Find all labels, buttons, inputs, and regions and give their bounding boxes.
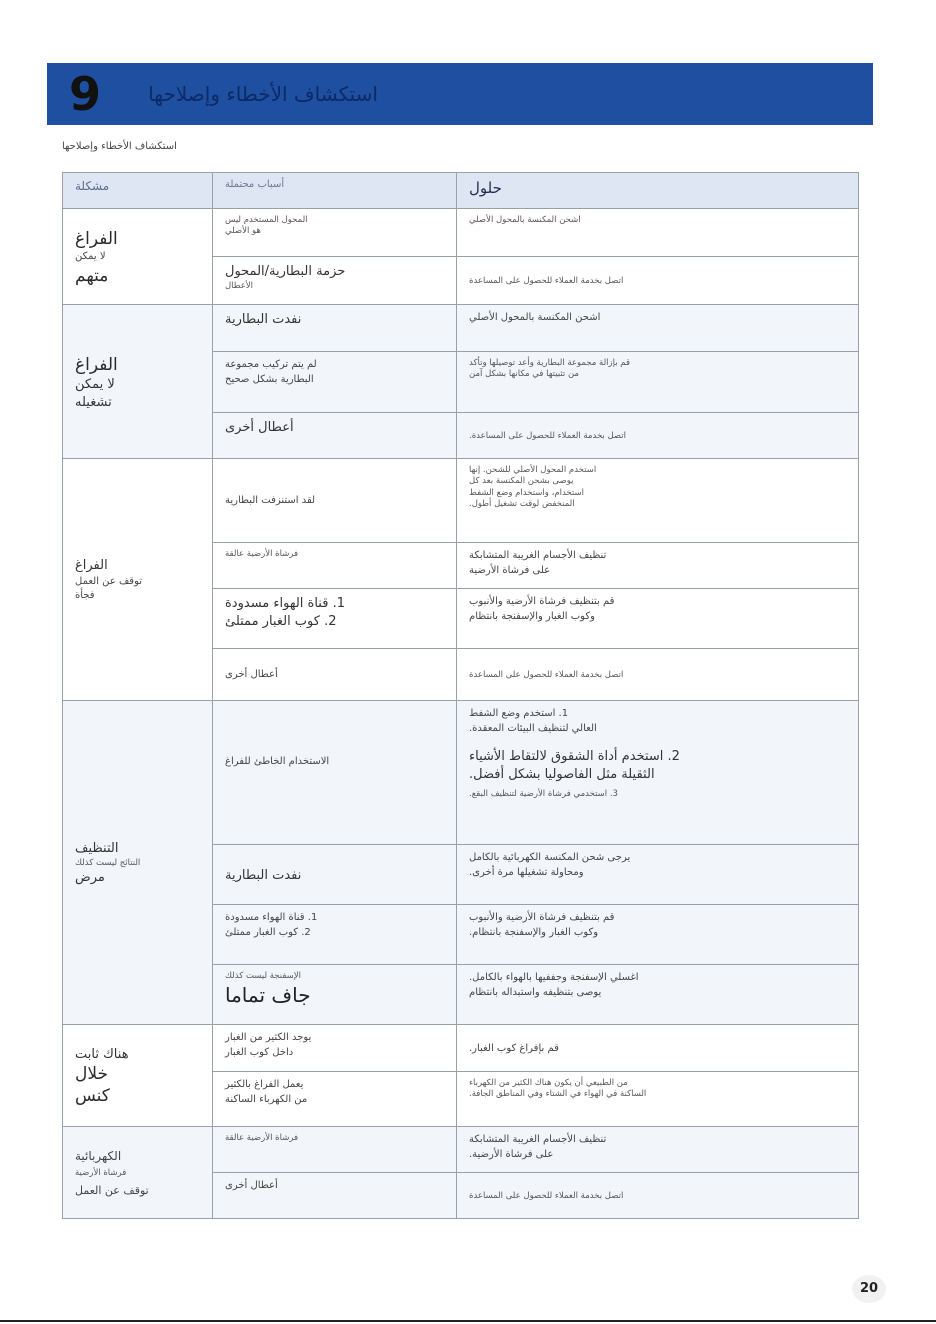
problem-line: توقف عن العمل bbox=[75, 1183, 149, 1197]
solution-cell bbox=[457, 413, 859, 459]
solution-line: من الطبيعي أن يكون هناك الكثير من الكهرباء bbox=[469, 1078, 628, 1088]
solution-line: وكوب الغبار والإسفنجة بانتظام bbox=[469, 610, 595, 622]
cause-cell bbox=[213, 352, 457, 413]
cause-line: فرشاة الأرضية عالقة bbox=[225, 549, 299, 559]
solution-line: قم بتنظيف فرشاة الأرضية والأنبوب bbox=[469, 596, 615, 607]
solution-line: على فرشاة الأرضية. bbox=[469, 1148, 554, 1160]
solution-line: استخدم المحول الأصلي للشحن. إنها bbox=[469, 465, 597, 475]
solution-line: تنظيف الأجسام الغريبة المتشابكة bbox=[469, 550, 607, 561]
table-row bbox=[63, 209, 859, 257]
cause-line: الاستخدام الخاطئ للفراغ bbox=[225, 756, 330, 767]
solution-cell bbox=[457, 305, 859, 352]
table-row bbox=[63, 1025, 859, 1072]
solution-line: اغسلي الإسفنجة وجففيها بالهواء بالكامل. bbox=[469, 972, 639, 983]
header-problem: مشكلة bbox=[63, 173, 213, 209]
solution-cell bbox=[457, 701, 859, 845]
solution-line: اتصل بخدمة العملاء للحصول على المساعدة bbox=[469, 669, 624, 680]
problem-line: تشغيله bbox=[75, 394, 112, 410]
chapter-title: استكشاف الأخطاء وإصلاحها bbox=[148, 82, 378, 106]
solution-cell bbox=[457, 543, 859, 589]
solution-line: العالي لتنظيف البيئات المعقدة. bbox=[469, 722, 597, 734]
problem-line: الكهربائية bbox=[75, 1149, 122, 1164]
cause-line: 2. كوب الغبار ممتلئ bbox=[225, 926, 311, 938]
problem-line: لا يمكن bbox=[75, 251, 106, 263]
cause-line: فرشاة الأرضية عالقة bbox=[225, 1133, 299, 1143]
problem-line: هناك ثابت bbox=[75, 1046, 129, 1062]
solution-line: يرجى شحن المكنسة الكهربائية بالكامل bbox=[469, 852, 631, 863]
solution-line: قم بإزالة مجموعة البطارية وأعد توصيلها وتأكد bbox=[469, 358, 631, 368]
page-number: 20 bbox=[852, 1275, 886, 1303]
problem-cell bbox=[63, 1025, 213, 1127]
problem-line: توقف عن العمل bbox=[75, 575, 143, 587]
table-row bbox=[63, 305, 859, 352]
cause-cell bbox=[213, 1127, 457, 1173]
solution-line: على فرشاة الأرضية bbox=[469, 564, 551, 576]
solution-line: وكوب الغبار والإسفنجة بانتظام. bbox=[469, 926, 599, 938]
cause-line: حزمة البطارية/المحول bbox=[225, 264, 346, 279]
problem-line: الفراغ bbox=[75, 229, 118, 250]
cause-line: جاف تماما bbox=[225, 983, 311, 1008]
cause-line: يعمل الفراغ بالكثير bbox=[225, 1079, 304, 1090]
cause-line: داخل كوب الغبار bbox=[225, 1046, 294, 1058]
problem-line: متهم bbox=[75, 265, 109, 286]
solution-cell bbox=[457, 209, 859, 257]
cause-cell bbox=[213, 701, 457, 845]
table-row bbox=[63, 1127, 859, 1173]
solution-line: 2. استخدم أداة الشقوق لالتقاط الأشياء bbox=[469, 749, 680, 764]
cause-line: 1. قناة الهواء مسدودة bbox=[225, 912, 318, 923]
solution-cell bbox=[457, 1127, 859, 1173]
chapter-number: 9 bbox=[68, 67, 101, 121]
solution-cell bbox=[457, 257, 859, 305]
cause-cell bbox=[213, 1025, 457, 1072]
solution-line: يوصى بشحن المكنسة بعد كل bbox=[469, 476, 574, 487]
cause-line: لم يتم تركيب مجموعة bbox=[225, 359, 317, 370]
solution-line: المنخفض لوقت تشغيل أطول. bbox=[469, 499, 575, 510]
solution-cell bbox=[457, 965, 859, 1025]
problem-line: فرشاة الأرضية bbox=[75, 1168, 127, 1179]
cause-cell bbox=[213, 845, 457, 905]
cause-line: 2. كوب الغبار ممتلئ bbox=[225, 613, 337, 629]
troubleshooting-table bbox=[62, 172, 859, 1219]
problem-line: فجأة bbox=[75, 590, 95, 602]
problem-cell bbox=[63, 1127, 213, 1219]
cause-cell bbox=[213, 589, 457, 649]
cause-cell bbox=[213, 413, 457, 459]
cause-cell bbox=[213, 1072, 457, 1127]
solution-line: يوصى بتنظيفه واستبداله بانتظام bbox=[469, 986, 602, 998]
solution-line: 3. استخدمي فرشاة الأرضية لتنظيف البقع. bbox=[469, 789, 618, 800]
cause-line: نفدت البطارية bbox=[225, 867, 302, 883]
solution-line: اشحن المكنسة بالمحول الأصلي bbox=[469, 215, 581, 225]
cause-cell bbox=[213, 305, 457, 352]
solution-line: من تثبيتها في مكانها بشكل آمن bbox=[469, 369, 579, 380]
cause-cell bbox=[213, 1173, 457, 1219]
solution-cell bbox=[457, 649, 859, 701]
problem-line: الفراغ bbox=[75, 354, 118, 375]
cause-cell bbox=[213, 905, 457, 965]
solution-cell bbox=[457, 1025, 859, 1072]
cause-line: أعطال أخرى bbox=[225, 420, 294, 435]
cause-line: الإسفنجة ليست كذلك bbox=[225, 971, 301, 981]
problem-line: الفراغ bbox=[75, 558, 108, 574]
problem-cell bbox=[63, 701, 213, 1025]
table-row bbox=[63, 701, 859, 845]
problem-line: مرض bbox=[75, 870, 105, 886]
cause-line: أعطال أخرى bbox=[225, 669, 278, 681]
problem-line: كنس bbox=[75, 1086, 110, 1107]
solution-line: قم بتنظيف فرشاة الأرضية والأنبوب bbox=[469, 912, 615, 923]
solution-line: الساكنة في الهواء في الشتاء وفي المناطق الجافة. bbox=[469, 1089, 647, 1100]
header-cause: أسباب محتملة bbox=[213, 173, 457, 209]
problem-line: خلال bbox=[75, 1064, 109, 1085]
page-bottom-rule bbox=[0, 1320, 936, 1322]
problem-line: التنظيف bbox=[75, 841, 119, 857]
cause-line: هو الأصلي bbox=[225, 226, 261, 237]
solution-cell bbox=[457, 352, 859, 413]
cause-line: المحول المستخدم ليس bbox=[225, 215, 308, 225]
solution-line: اتصل بخدمة العملاء للحصول على المساعدة. bbox=[469, 430, 627, 441]
solution-line: استخدام، واستخدام وضع الشفط bbox=[469, 487, 584, 498]
solution-line: اشحن المكنسة بالمحول الأصلي bbox=[469, 312, 601, 323]
solution-line: قم بإفراغ كوب الغبار. bbox=[469, 1042, 559, 1054]
cause-cell bbox=[213, 649, 457, 701]
cause-cell bbox=[213, 257, 457, 305]
problem-line: النتائج ليست كذلك bbox=[75, 857, 141, 868]
cause-line: من الكهرباء الساكنة bbox=[225, 1093, 308, 1105]
solution-cell bbox=[457, 1173, 859, 1219]
table-header-row bbox=[63, 173, 859, 209]
cause-line: البطارية بشكل صحيح bbox=[225, 373, 314, 385]
problem-line: لا يمكن bbox=[75, 377, 115, 392]
cause-cell bbox=[213, 459, 457, 543]
solution-line: ومحاولة تشغيلها مرة أخرى. bbox=[469, 866, 584, 878]
cause-line: نفدت البطارية bbox=[225, 312, 302, 327]
solution-cell bbox=[457, 905, 859, 965]
solution-cell bbox=[457, 1072, 859, 1127]
solution-line: 1. استخدم وضع الشفط bbox=[469, 708, 569, 719]
cause-line: أعطال أخرى bbox=[225, 1180, 278, 1191]
cause-cell bbox=[213, 209, 457, 257]
problem-cell bbox=[63, 209, 213, 305]
solution-line: تنظيف الأجسام الغريبة المتشابكة bbox=[469, 1134, 607, 1145]
cause-line: 1. قناة الهواء مسدودة bbox=[225, 596, 345, 611]
solution-line: اتصل بخدمة العملاء للحصول على المساعدة bbox=[469, 1190, 624, 1201]
solution-line: الثقيلة مثل الفاصوليا بشكل أفضل. bbox=[469, 766, 655, 782]
cause-line: يوجد الكثير من الغبار bbox=[225, 1032, 312, 1043]
cause-cell bbox=[213, 543, 457, 589]
header-solution: حلول bbox=[457, 173, 859, 209]
solution-line: اتصل بخدمة العملاء للحصول على المساعدة bbox=[469, 275, 624, 286]
problem-cell bbox=[63, 305, 213, 459]
table-row bbox=[63, 459, 859, 543]
problem-cell bbox=[63, 459, 213, 701]
cause-line: الأعطال bbox=[225, 280, 254, 291]
cause-cell bbox=[213, 965, 457, 1025]
cause-line: لقد استنزفت البطارية bbox=[225, 495, 316, 507]
solution-cell bbox=[457, 589, 859, 649]
section-subheading: استكشاف الأخطاء وإصلاحها bbox=[62, 141, 177, 152]
solution-cell bbox=[457, 459, 859, 543]
solution-cell bbox=[457, 845, 859, 905]
